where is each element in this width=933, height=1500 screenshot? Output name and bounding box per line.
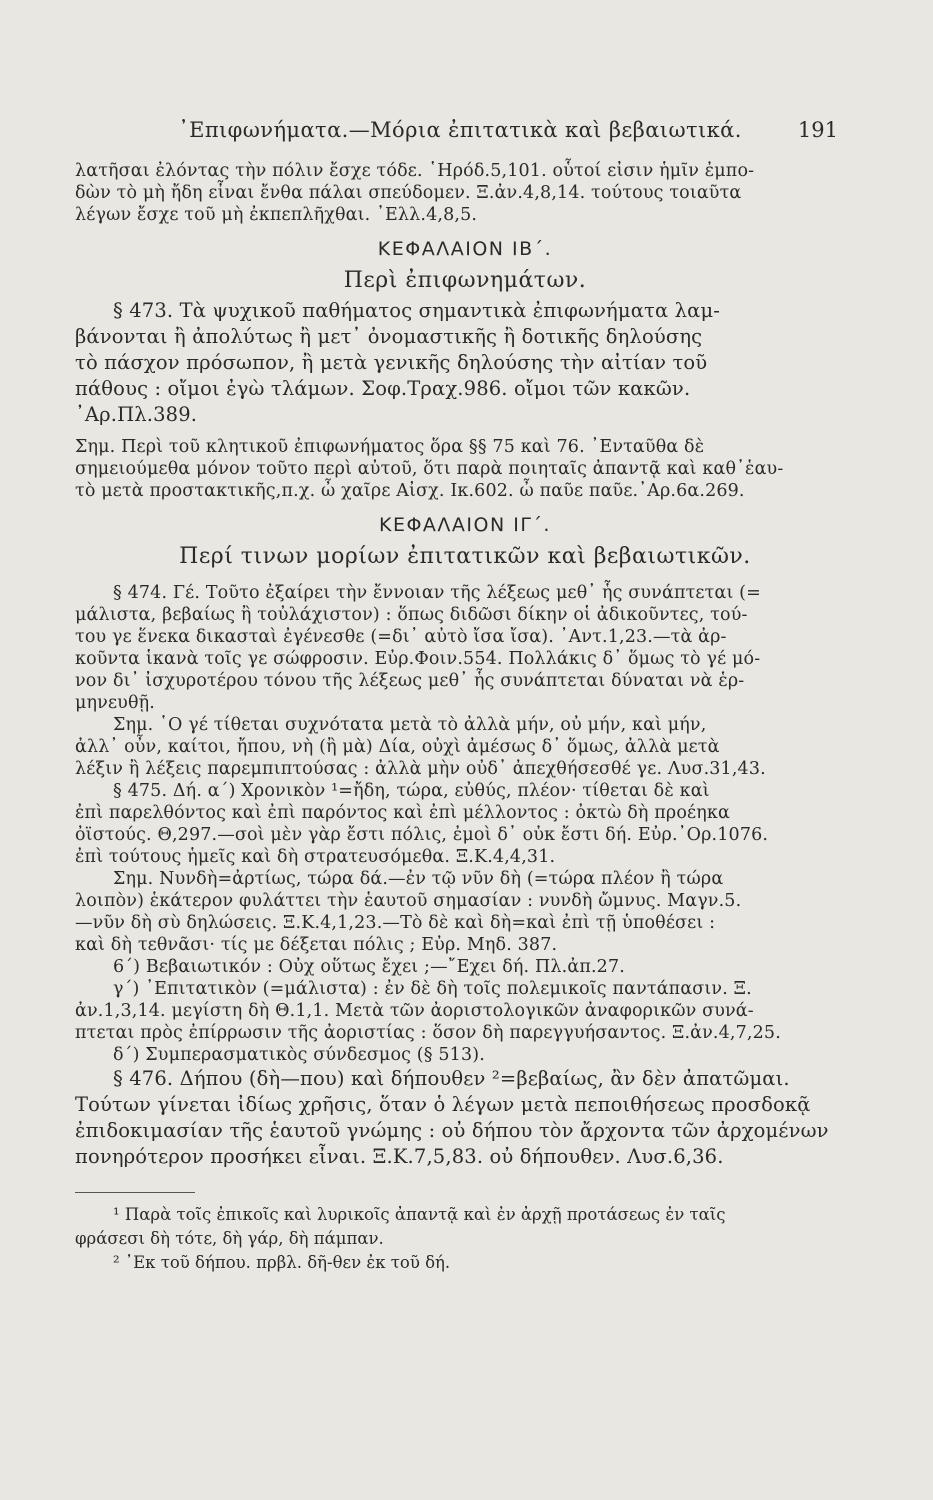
chapter-heading: ΚΕΦΑΛΑΙΟΝ ΙΓ΄. <box>379 514 551 536</box>
chapter-subheading: Περί τινων μορίων ἐπιτατικῶν καὶ βεβαιωτικῶν. <box>179 544 751 569</box>
text-line: πάθους : οἴμοι ἐγὼ τλάμων. Σοφ.Τραχ.986. οἴμοι τῶν κακῶν. <box>75 377 691 400</box>
text-line: καὶ δὴ τεθνᾶσι· τίς με δέξεται πόλις ; Εὐρ. Μηδ. 387. <box>75 935 558 955</box>
text-line: 6΄) Βεβαιωτικόν : Οὐχ οὕτως ἔχει ;—῎Εχει δή. Πλ.ἀπ.27. <box>113 957 625 977</box>
text-line: Σημ. ῾Ο γέ τίθεται συχνότατα μετὰ τὸ ἀλλὰ μήν, οὐ μήν, καὶ μήν, <box>113 715 707 735</box>
page-number: 191 <box>797 118 838 142</box>
intro-paragraph <box>75 160 855 226</box>
text-line: του γε ἕνεκα δικασταὶ ἐγένεσθε (=δι᾿ αὐτὸ ἴσα ἴσα). ᾿Αντ.1,23.—τὰ ἀρ- <box>75 627 727 647</box>
chapter-subheading: Περὶ ἐπιφωνημάτων. <box>343 268 587 293</box>
text-line: ἀλλ᾿ οὖν, καίτοι, ἤπου, νὴ (ἢ μὰ) Δία, οὐχὶ ἀμέσως δ᾿ ὅμως, ἀλλὰ μετὰ <box>75 737 720 757</box>
section-473 <box>75 298 855 428</box>
text-line: δ΄) Συμπερασματικὸς σύνδεσμος (§ 513). <box>113 1045 485 1065</box>
text-line: —νῦν δὴ σὺ δηλώσεις. Ξ.Κ.4,1,23.—Τὸ δὲ καὶ δὴ=καὶ ἐπὶ τῇ ὑποθέσει : <box>75 913 716 933</box>
text-line: μάλιστα, βεβαίως ἢ τοὐλάχιστον) : ὅπως διδῶσι δίκην οἱ ἀδικοῦντες, τού- <box>75 605 748 625</box>
footnote-line: ¹ Παρὰ τοῖς ἐπικοῖς καὶ λυρικοῖς ἀπαντᾷ καὶ ἐν ἀρχῇ προτάσεως ἐν ταῖς <box>113 1205 726 1224</box>
text-line: Τούτων γίνεται ἰδίως χρῆσις, ὅταν ὁ λέγων μετὰ πεποιθήσεως προσδοκᾷ <box>75 1093 811 1116</box>
text-line: κοῦντα ἱκανὰ τοῖς γε σώφροσιν. Εὐρ.Φοιν.554. Πολλάκις δ᾿ ὅμως τὸ γέ μό- <box>75 649 761 669</box>
text-line: § 473. Τὰ ψυχικοῦ παθήματος σημαντικὰ ἐπιφωνήματα λαμ- <box>113 299 721 322</box>
running-header <box>0 118 933 150</box>
text-line: σημειούμεθα μόνον τοῦτο περὶ αὐτοῦ, ὅτι παρὰ ποιηταῖς ἀπαντᾷ καὶ καθ᾿ἑαυ- <box>75 459 784 479</box>
text-line: λέγων ἔσχε τοῦ μὴ ἐκπεπλῆχθαι. ᾿Ελλ.4,8,5. <box>75 205 478 225</box>
text-line: βάνονται ἢ ἀπολύτως ἢ μετ᾿ ὀνομαστικῆς ἢ δοτικῆς δηλούσης <box>75 325 703 348</box>
text-line: ἐπιδοκιμασίαν τῆς ἑαυτοῦ γνώμης : οὐ δήπου τὸν ἄρχοντα τῶν ἀρχομένων <box>75 1119 829 1142</box>
running-title: ᾿Επιφωνήματα.—Μόρια ἐπιτατικὰ καὶ βεβαιωτικά. <box>178 118 742 142</box>
text-line: ἐπὶ παρελθόντος καὶ ἐπὶ παρόντος καὶ ἐπὶ μέλλοντος : ὀκτὼ δὴ προέηκα <box>75 803 730 823</box>
text-line: § 474. Γέ. Τοῦτο ἐξαίρει τὴν ἔννοιαν τῆς λέξεως μεθ᾿ ἧς συνάπτεται (= <box>113 583 761 603</box>
text-line: ὀϊστούς. Θ,297.—σοὶ μὲν γὰρ ἔστι πόλις, ἐμοὶ δ᾿ οὐκ ἔστι δή. Εὐρ.᾿Ορ.1076. <box>75 825 769 845</box>
text-line: λατῆσαι ἐλόντας τὴν πόλιν ἔσχε τόδε. ῾Ηρόδ.5,101. οὗτοί εἰσιν ἡμῖν ἐμπο- <box>75 161 755 181</box>
footnote-divider <box>75 1192 195 1193</box>
footnote-line: ² ᾿Εκ τοῦ δήπου. πρβλ. δῆ-θεν ἐκ τοῦ δή. <box>113 1253 451 1272</box>
text-line: τὸ μετὰ προστακτικῆς,π.χ. ὦ χαῖρε Αἰσχ. Ικ.602. ὦ παῦε παῦε.᾿Αρ.6α.269. <box>75 481 745 501</box>
text-line: § 475. Δή. α΄) Χρονικὸν ¹=ἤδη, τώρα, εὐθύς, πλέον· τίθεται δὲ καὶ <box>113 781 710 801</box>
text-line: νον δι᾿ ἰσχυροτέρου τόνου τῆς λέξεως μεθ᾿ ἧς συνάπτεται δύναται νὰ ἑρ- <box>75 671 745 691</box>
chapter-heading: ΚΕΦΑΛΑΙΟΝ ΙΒ΄. <box>377 238 553 260</box>
text-line: πτεται πρὸς ἐπίρρωσιν τῆς ἀοριστίας : ὅσον δὴ παρεγγυήσαντος. Ξ.ἀν.4,7,25. <box>75 1023 781 1043</box>
text-line: μηνευθῇ. <box>75 693 155 713</box>
text-line: λέξιν ἢ λέξεις παρεμπιπτούσας : ἀλλὰ μὴν οὐδ᾿ ἀπεχθήσεσθέ γε. Λυσ.31,43. <box>75 759 766 779</box>
text-line: § 476. Δήπου (δὴ—που) καὶ δήπουθεν ²=βεβαίως, ἂν δὲν ἀπατῶμαι. <box>113 1067 790 1090</box>
text-line: ἀν.1,3,14. μεγίστη δὴ Θ.1,1. Μετὰ τῶν ἀοριστολογικῶν ἀναφορικῶν συνά- <box>75 1001 754 1021</box>
text-line: Σημ. Νυνδὴ=ἀρτίως, τώρα δά.—ἐν τῷ νῦν δὴ (=τώρα πλέον ἢ τώρα <box>113 869 724 889</box>
page-body <box>75 160 855 1275</box>
note-473 <box>75 436 855 502</box>
text-line: πονηρότερον προσήκει εἶναι. Ξ.Κ.7,5,83. οὐ δήπουθεν. Λυσ.6,36. <box>75 1145 724 1168</box>
text-line: ᾿Αρ.Πλ.389. <box>75 403 198 426</box>
text-line: Σημ. Περὶ τοῦ κλητικοῦ ἐπιφωνήματος ὅρα §§ 75 καὶ 76. ᾿Ενταῦθα δὲ <box>75 437 705 457</box>
text-line: δὼν τὸ μὴ ἤδη εἶναι ἔνθα πάλαι σπεύδομεν. Ξ.ἀν.4,8,14. τούτους τοιαῦτα <box>75 183 742 203</box>
text-line: ἐπὶ τούτους ἡμεῖς καὶ δὴ στρατευσόμεθα. Ξ.Κ.4,4,31. <box>75 847 556 867</box>
footnotes <box>75 1203 855 1275</box>
text-line: λοιπὸν) ἑκάτερον φυλάττει τὴν ἑαυτοῦ σημασίαν : νυνδὴ ὤμνυς. Μαγν.5. <box>75 891 742 911</box>
text-line: τὸ πάσχον πρόσωπον, ἢ μετὰ γενικῆς δηλούσης τὴν αἰτίαν τοῦ <box>75 351 708 374</box>
footnote-line: φράσεσι δὴ τότε, δὴ γάρ, δὴ πάμπαν. <box>75 1229 384 1248</box>
text-line: γ΄) ᾿Επιτατικὸν (=μάλιστα) : ἐν δὲ δὴ τοῖς πολεμικοῖς παντάπασιν. Ξ. <box>113 979 752 999</box>
sections-474-476 <box>75 582 855 1170</box>
